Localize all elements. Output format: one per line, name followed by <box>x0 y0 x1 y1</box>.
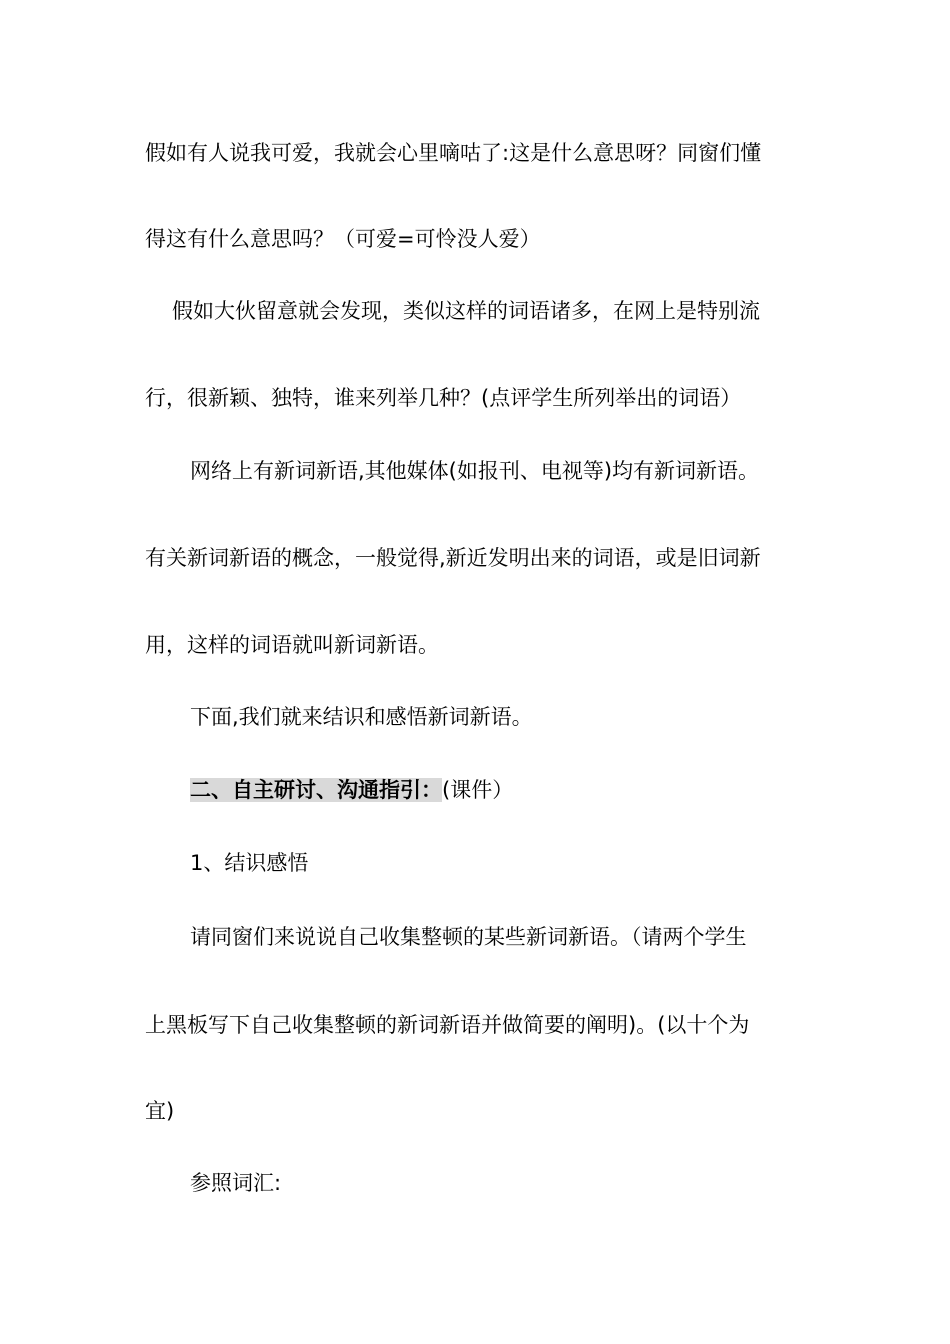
paragraph-line-4: 行，很新颖、独特，谁来列举几种？(点评学生所列举出的词语） <box>145 386 742 410</box>
paragraph-line-8: 下面,我们就来结识和感悟新词新语。 <box>190 705 533 729</box>
section-heading <box>190 775 860 805</box>
paragraph-line-9: 请同窗们来说说自己收集整顿的某些新词新语。（请两个学生 <box>190 925 747 949</box>
paragraph-line-7: 用，这样的词语就叫新词新语。 <box>145 633 439 657</box>
paragraph-line-2: 得这有什么意思吗？（可爱=可怜没人爱） <box>145 227 541 251</box>
reference-vocab-label: 参照词汇: <box>190 1171 282 1195</box>
paragraph-line-11: 宜) <box>145 1099 175 1123</box>
paragraph-line-10: 上黑板写下自己收集整顿的新词新语并做简要的阐明)。(以十个为 <box>145 1013 750 1037</box>
section-heading-note: (课件） <box>442 778 514 802</box>
paragraph-line-6: 有关新词新语的概念，一般觉得,新近发明出来的词语，或是旧词新 <box>145 546 761 570</box>
paragraph-line-3: 假如大伙留意就会发现，类似这样的词语诸多，在网上是特别流 <box>172 299 760 323</box>
paragraph-line-5: 网络上有新词新语,其他媒体(如报刊、电视等)均有新词新语。 <box>190 459 760 483</box>
subsection-heading: 1、结识感悟 <box>190 851 309 875</box>
section-heading-highlighted: 二、自主研讨、沟通指引： <box>190 778 442 802</box>
paragraph-line-1: 假如有人说我可爱，我就会心里嘀咕了:这是什么意思呀？同窗们懂 <box>145 141 762 165</box>
